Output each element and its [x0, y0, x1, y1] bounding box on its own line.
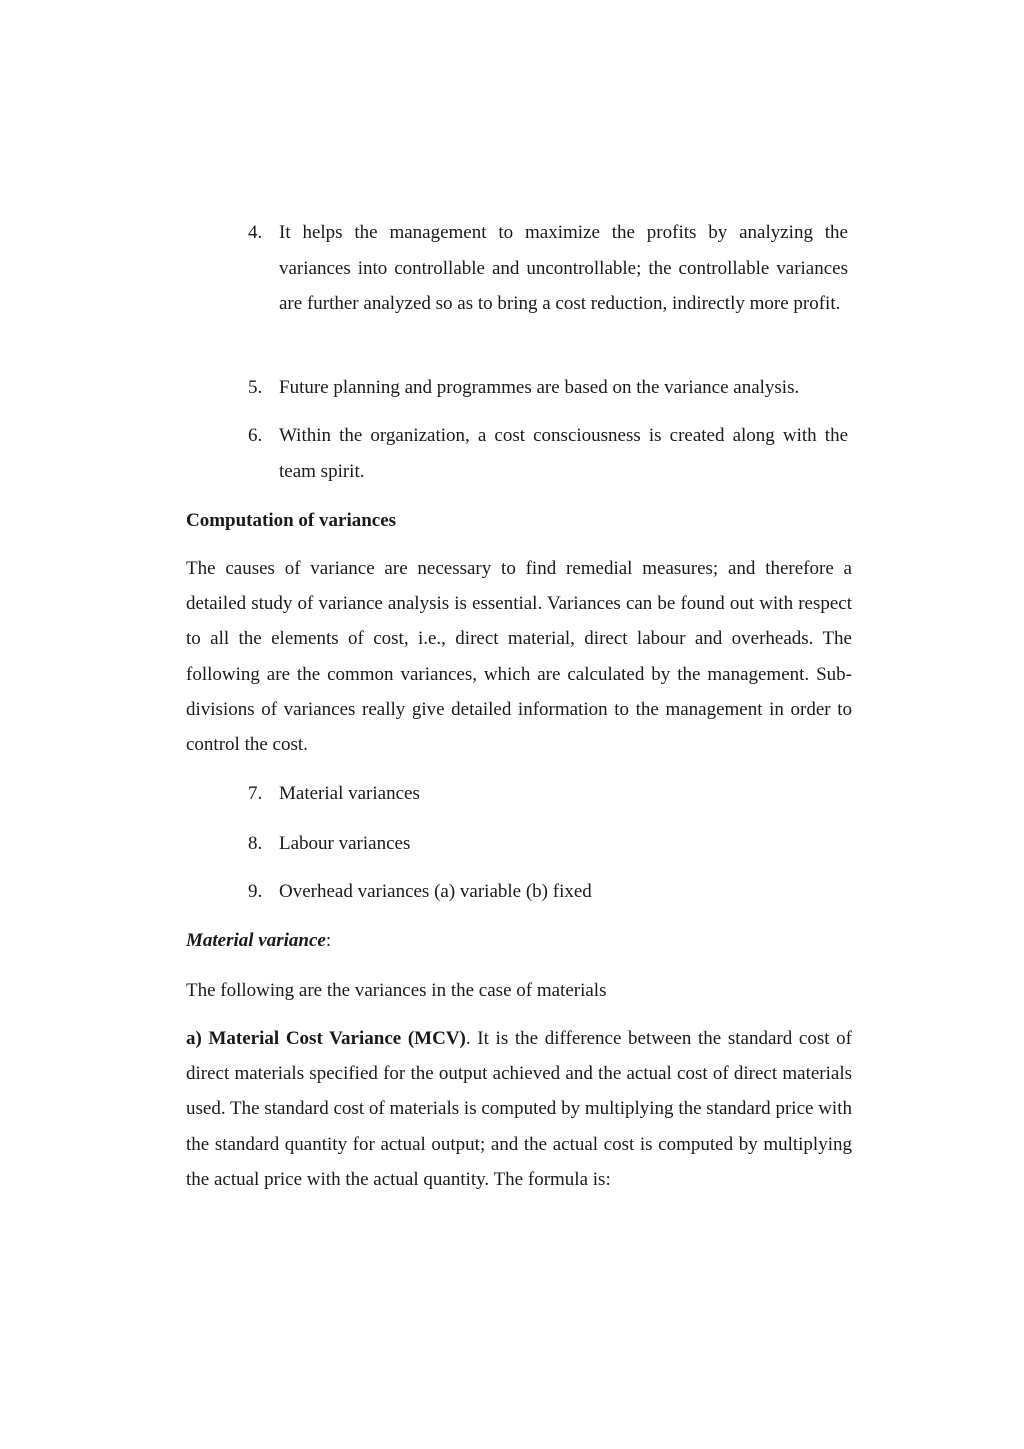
advantages-list	[248, 215, 848, 322]
list-text: It helps the management to maximize the profits by analyzing the variances into controllable and uncontrollable; the controllable variances are further analyzed so as to bring a cost reduction, indirectly more profit.	[279, 222, 848, 314]
advantages-list-item-6	[248, 418, 848, 489]
list-item	[248, 826, 848, 862]
list-text: Labour variances	[279, 833, 411, 854]
mcv-paragraph	[186, 1021, 852, 1197]
list-number: 7.	[248, 783, 263, 804]
advantages-list-item-5	[248, 370, 848, 406]
mcv-text: . It is the difference between the standard cost of direct materials specified for the output achieved and the actual cost of direct materials used. The standard cost of materials is computed by multiplying the standard price with the standard quantity for actual output; and the actual cost is computed by multiplying the actual price with the actual quantity. The formula is:	[186, 1028, 852, 1190]
list-item	[248, 418, 848, 489]
heading-colon: :	[325, 930, 332, 951]
list-number: 6.	[248, 425, 263, 446]
variance-types-item-8	[248, 826, 848, 862]
variance-types-item-7	[248, 776, 848, 812]
list-text: Overhead variances (a) variable (b) fixed	[279, 881, 592, 902]
material-variance-intro: The following are the variances in the case of materials	[186, 980, 607, 1001]
list-item	[248, 370, 848, 406]
list-text: Material variances	[279, 783, 420, 804]
section-heading-material-variance	[186, 923, 331, 959]
variance-types-item-9	[248, 874, 848, 910]
list-number: 5.	[248, 377, 263, 398]
list-text: Within the organization, a cost consciousness is created along with the team spirit.	[279, 425, 848, 482]
list-item	[248, 215, 848, 322]
mcv-label: a) Material Cost Variance (MCV)	[186, 1028, 466, 1049]
list-item	[248, 776, 848, 812]
list-number: 9.	[248, 881, 263, 902]
list-item	[248, 874, 848, 910]
list-number: 4.	[248, 222, 263, 243]
material-variance-title: Material variance	[186, 930, 326, 951]
list-number: 8.	[248, 833, 263, 854]
list-text: Future planning and programmes are based on the variance analysis.	[279, 377, 800, 398]
section-heading-computation: Computation of variances	[186, 510, 397, 531]
computation-paragraph: The causes of variance are necessary to find remedial measures; and therefore a detailed study of variance analysis is essential. Variances can be found out with respect to all the elements of cost, i.e., direct material, direct labour and overheads. The following are the common variances, which are calculated by the management. Sub-divisions of variances really give detailed information to the management in order to control the cost.	[186, 558, 852, 756]
